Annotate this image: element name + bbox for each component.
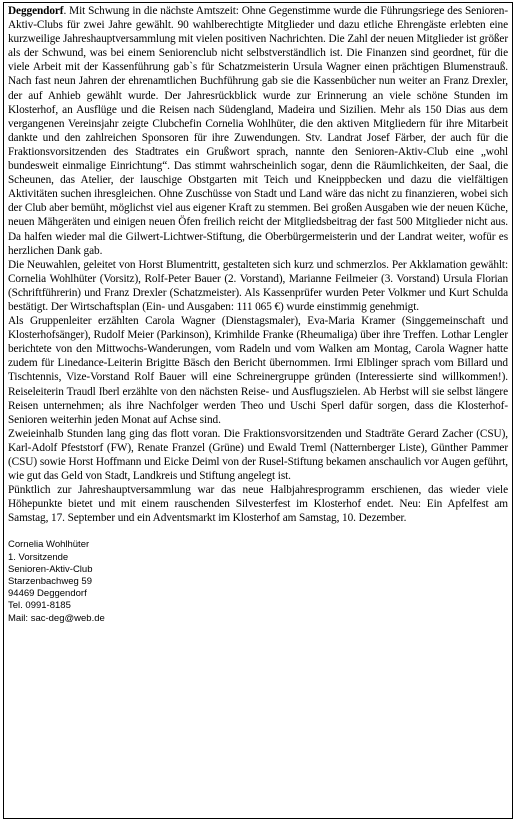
signature-role: 1. Vorsitzende — [8, 551, 69, 563]
paragraph-intro — [8, 4, 508, 258]
signature-block — [8, 539, 508, 624]
signature-name: Cornelia Wohlhüter — [8, 539, 90, 551]
signature-club: Senioren-Aktiv-Club — [8, 563, 93, 575]
dateline: Deggendorf — [8, 5, 64, 17]
intro-text: . Mit Schwung in die nächste Amtszeit: Ohne Gegenstimme wurde die Führungsriege des Senioren-Aktiv-Clubs für zwei Jahre gewählt. 90 wahlberechtigte Mitglieder und dazu etliche Ehrengäste erlebten eine kurzweilige Jahreshauptversammlung mit vielen positiven Nachrichten. Die Zahl der neuen Mitglieder ist größer als der Schwund, was bei einem Seniorenclub nicht selbstverständlich ist. Die Finanzen sind geordnet, für die viele Arbeit mit der Kassenführung gab`s für Schatzmeisterin Ursula Wagner einen prächtigen Blumenstrauß. Nach fast neun Jahren der ehrenamtlichen Buchführung gab sie die Kassenbücher nun weiter an Franz Drexler, der auf Anhieb gewählt wurde. Der Jahresrückblick wurde zur Erinnerung an viele schöne Stunden im Klosterhof, an Ausflüge und die Reisen nach Südengland, Madeira und Sizilien. Mehr als 150 Dias aus dem vergangenen Vereinsjahr zeigte Clubchefin Cornelia Wohlhüter, die den aktiven Mitgliedern für ihre Mitarbeit dankte und den zahlreichen Sponsoren für ihre Zuwendungen. Stv. Landrat Josef Färber, der auch für die Fraktionsvorsitzenden des Stadtrates ein Grußwort sprach, nannte den Senioren-Aktiv-Club eine „wohl bundesweit einmalige Einrichtung“. Das stimmt wahrscheinlich sogar, denn die Räumlichkeiten, der Saal, die Scheunen, das Atelier, der lauschige Obstgarten mit Teich und Kneippbecken und dazu die vielfältigen Aktivitäten suchen ihresgleichen. Ohne Zuschüsse von Stadt und Land wäre das nicht zu finanzieren, wobei sich der Club aber bemüht, möglichst viel aus eigener Kraft zu stemmen. Bei großen Ausgaben wie der neuen Küche, neuen Mähgeräten und einigen neuen Öfen freilich reicht der Mitgliedsbeitrag der fast 500 Mitglieder nicht aus. Da halfen wieder mal die Gilwert-Lichtwer-Stiftung, die Oberbürgermeisterin und der Landrat weiter, wofür es herzlichen Dank gab. — [8, 5, 508, 257]
paragraph-groups: Als Gruppenleiter erzählten Carola Wagner (Dienstagsmaler), Eva-Maria Kramer (Singgemeinschaft und Klosterhofsänger), Rudolf Meier (Parkinson), Krimhilde Franke (Rheumaliga) über ihre Treffen. Lothar Lengler berichtete von den Mittwochs-Wanderungen, vom Radeln und vom Walken am Montag, Carola Wagner hatte zudem für Linedance-Leiterin Brigitte Bäsch den Bericht übernommen. Irmi Elblinger sprach vom Billard und Tischtennis, Vize-Vorstand Rolf Bauer will eine Schreinergruppe gründen (Interessierte sind willkommen!). Reiseleiterin Traudl Iberl erzählte von den nächsten Reise- und Ausflugszielen. Ab Herbst will sie selbst längere Reisen unternehmen; als ihre Nachfolger werden Theo und Uschi Sperl dafür sorgen, dass die Klosterhof-Senioren weiterhin jeden Monat auf Achse sind. — [8, 315, 508, 426]
article-body — [8, 4, 508, 525]
signature-city: 94469 Deggendorf — [8, 588, 87, 600]
paragraph-program: Pünktlich zur Jahreshauptversammlung war das neue Halbjahresprogramm erschienen, das wieder viele Höhepunkte bietet und mit einem rauschenden Silvesterfest im Klosterhof endet. Neu: Ein Apfelfest am Samstag, 17. September und ein Adventsmarkt im Klosterhof am Samstag, 10. Dezember. — [8, 484, 508, 525]
paragraph-councillors: Zweieinhalb Stunden lang ging das flott voran. Die Fraktionsvorsitzenden und Stadträte Gerard Zacher (CSU), Karl-Adolf Pfeststorf (FW), Renate Franzel (Grüne) und Ewald Treml (Natternberger Liste), Günther Pammer (CSU) sowie Horst Hoffmann und Eicke Deiml von der Rusel-Stiftung bekamen anschaulich vor Augen geführt, wie gut das Geld von Stadt, Landkreis und Stiftung angelegt ist. — [8, 427, 508, 483]
signature-email: Mail: sac-deg@web.de — [8, 612, 105, 624]
paragraph-elections: Die Neuwahlen, geleitet von Horst Blumentritt, gestalteten sich kurz und schmerzlos. Per Akklamation gewählt: Cornelia Wohlhüter (Vorsitz), Rolf-Peter Bauer (2. Vorstand), Marianne Feilmeier (3. Vorstand) Ursula Florian (Schriftführerin) und Franz Drexler (Schatzmeister). Als Kassenprüfer wurden Peter Volkmer und Kurt Schulda bestätigt. Der Wirtschaftsplan (Ein- und Ausgaben: 111 065 €) wurde einstimmig genehmigt. — [8, 258, 508, 313]
signature-phone: Tel. 0991-8185 — [8, 600, 71, 612]
signature-street: Starzenbachweg 59 — [8, 576, 92, 588]
document-frame — [3, 2, 513, 819]
